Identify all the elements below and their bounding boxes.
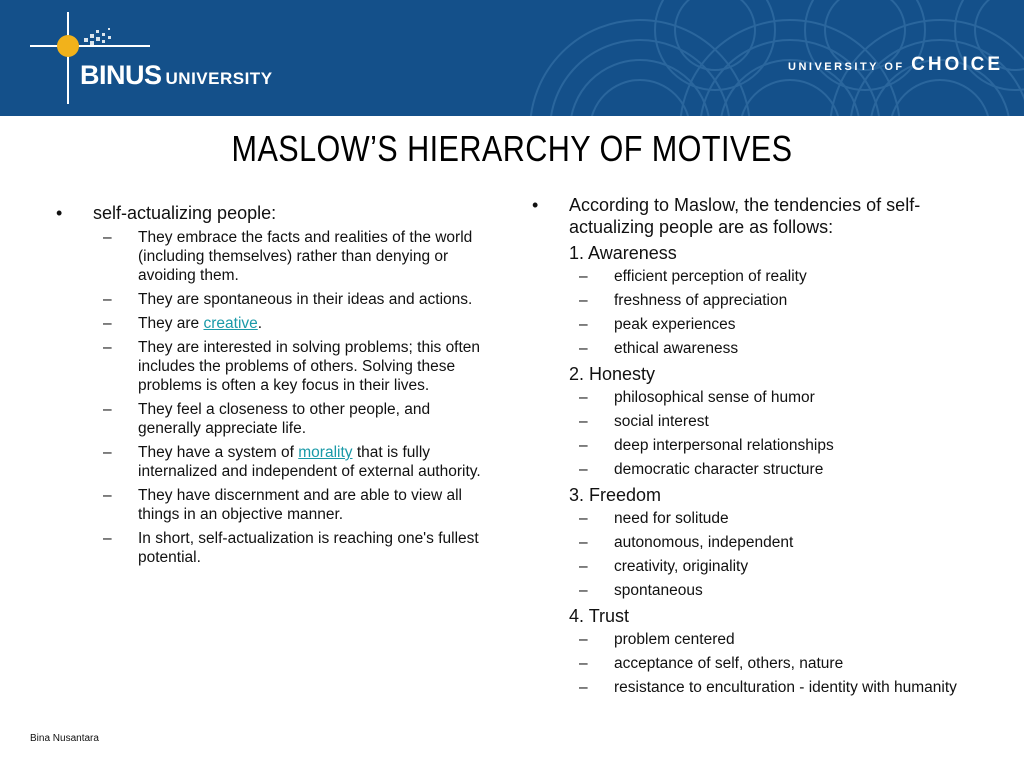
list-item: – resistance to enculturation - identity with humanity — [579, 679, 957, 696]
dash-icon: – — [103, 229, 112, 246]
group-title-trust: 4. Trust — [569, 606, 630, 626]
dash-icon: – — [579, 389, 588, 406]
dash-icon: – — [579, 461, 588, 478]
list-item: – problem centered — [579, 631, 735, 648]
left-heading: self-actualizing people: — [93, 203, 277, 223]
list-item: – freshness of appreciation — [579, 292, 788, 309]
list-item: – need for solitude — [579, 510, 729, 527]
creative-link[interactable]: creative — [203, 315, 258, 332]
binus-logo-graphic — [30, 8, 310, 108]
list-item: – deep interpersonal relationships — [579, 437, 834, 454]
dash-icon: – — [103, 401, 112, 418]
list-item: – They feel a closeness to other people, and generally appreciate life. — [103, 401, 431, 437]
right-intro: According to Maslow, the tendencies of self-actualizing people are as follows: — [569, 195, 921, 237]
dash-icon: – — [579, 292, 588, 309]
dash-icon: – — [103, 530, 112, 547]
list-item: – autonomous, independent — [579, 534, 794, 551]
list-item: – peak experiences — [579, 316, 736, 333]
list-item: – In short, self-actualization is reaching one's fullest potential. — [103, 530, 479, 566]
dash-icon: – — [579, 316, 588, 333]
list-item: – democratic character structure — [579, 461, 824, 478]
dash-icon: – — [103, 444, 112, 461]
dash-icon: – — [579, 655, 588, 672]
bullet-icon: • — [532, 195, 539, 215]
list-item: – philosophical sense of humor — [579, 389, 815, 406]
logo-university: UNIVERSITY — [165, 69, 273, 88]
dash-icon: – — [579, 679, 588, 696]
morality-link[interactable]: morality — [298, 444, 353, 461]
dash-icon: – — [103, 339, 112, 356]
list-item: – creativity, originality — [579, 558, 749, 575]
list-item: – They have discernment and are able to view all things in an objective manner. — [103, 487, 462, 523]
group-title-honesty: 2. Honesty — [569, 364, 656, 384]
group-title-awareness: 1. Awareness — [569, 243, 677, 263]
dash-icon: – — [579, 534, 588, 551]
left-column — [50, 202, 490, 572]
list-item: – spontaneous — [579, 582, 703, 599]
tagline — [788, 54, 1003, 76]
dash-icon: – — [579, 437, 588, 454]
group-title-freedom: 3. Freedom — [569, 485, 662, 505]
dash-icon: – — [579, 582, 588, 599]
list-item: – They are interested in solving problems; this often includes the problems of others. Solving these problems is often a key focus in their lives. — [103, 339, 481, 394]
dash-icon: – — [579, 340, 588, 357]
list-item: – efficient perception of reality — [579, 268, 807, 285]
left-bullet — [50, 202, 490, 224]
header-banner — [0, 0, 1024, 116]
dash-icon: – — [579, 510, 588, 527]
dash-icon: – — [579, 413, 588, 430]
list-item: – They are creative. — [103, 315, 263, 332]
tagline-choice: CHOICE — [911, 54, 1004, 75]
list-item: – ethical awareness — [579, 340, 739, 357]
list-item: – They embrace the facts and realities of the world (including themselves) rather than denying or avoiding them. — [103, 229, 473, 284]
logo-binus: BINUS — [80, 60, 162, 90]
list-item: – They are spontaneous in their ideas and actions. — [103, 291, 473, 308]
right-column — [526, 194, 966, 702]
right-bullet — [526, 194, 966, 238]
bullet-icon: • — [56, 203, 63, 223]
dash-icon: – — [579, 558, 588, 575]
dash-icon: – — [103, 487, 112, 504]
tagline-university-of: UNIVERSITY OF — [788, 61, 905, 73]
dash-icon: – — [579, 631, 588, 648]
list-item: – social interest — [579, 413, 709, 430]
list-item: – acceptance of self, others, nature — [579, 655, 844, 672]
dash-icon: – — [579, 268, 588, 285]
page-title: MASLOW’S HIERARCHY OF MOTIVES — [231, 128, 793, 169]
dash-icon: – — [103, 291, 112, 308]
footer-text: Bina Nusantara — [30, 733, 99, 744]
list-item: – They have a system of morality that is fully internalized and independent of external authority. — [103, 444, 481, 480]
dash-icon: – — [103, 315, 112, 332]
binus-logo-text — [80, 60, 273, 91]
